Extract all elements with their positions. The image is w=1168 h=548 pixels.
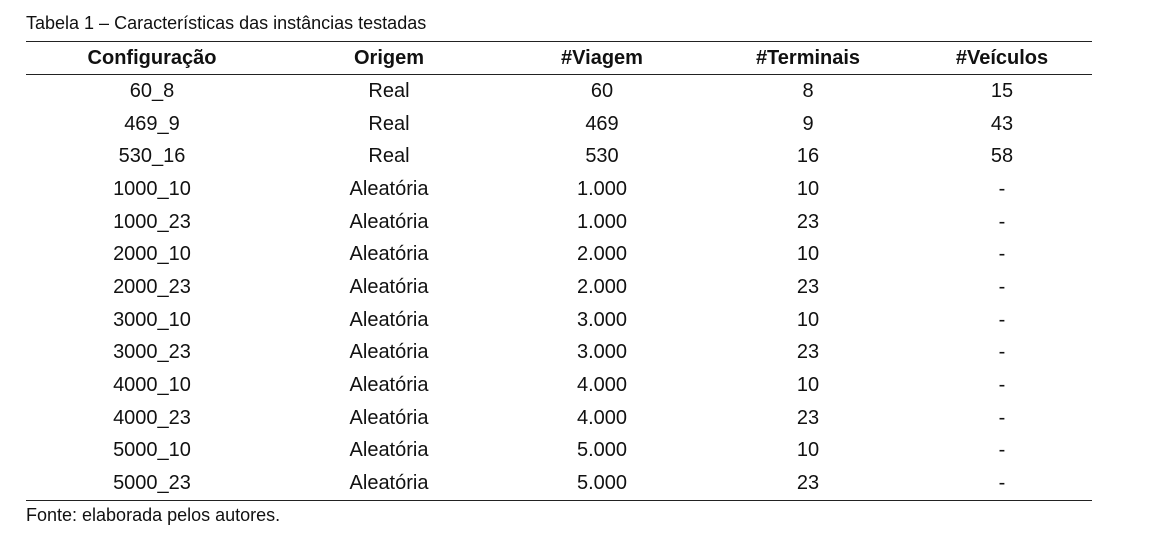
table-row [26, 337, 1092, 370]
cell-origem: Real [368, 145, 410, 168]
cell-configuracao: 60_8 [129, 79, 175, 102]
cell-configuracao: 1000_23 [113, 210, 191, 233]
cell-configuracao: 469_9 [124, 112, 180, 135]
cell-origem: Aleatória [349, 275, 429, 298]
cell-origem: Aleatória [349, 374, 429, 397]
header-terminais: #Terminais [704, 42, 912, 75]
table-footnote: Fonte: elaborada pelos autores. [26, 504, 281, 525]
table-row [26, 369, 1092, 402]
table-row [26, 467, 1092, 500]
header-configuracao: Configuração [26, 42, 278, 75]
cell-origem: Aleatória [349, 406, 429, 429]
cell-terminais: 10 [796, 177, 820, 200]
table-row [26, 140, 1092, 173]
cell-configuracao: 2000_23 [113, 275, 191, 298]
table-row [26, 402, 1092, 435]
cell-origem: Aleatória [349, 341, 429, 364]
cell-configuracao: 4000_23 [113, 406, 191, 429]
header-origem: Origem [278, 42, 500, 75]
cell-origem: Aleatória [349, 210, 429, 233]
cell-veiculos: - [998, 341, 1006, 364]
cell-viagem: 3.000 [576, 341, 628, 364]
cell-configuracao: 530_16 [118, 145, 186, 168]
cell-terminais: 16 [796, 145, 820, 168]
instances-table [26, 41, 1092, 501]
cell-viagem: 2.000 [576, 243, 628, 266]
cell-terminais: 23 [796, 472, 820, 495]
cell-terminais: 8 [802, 79, 814, 102]
cell-origem: Aleatória [349, 308, 429, 331]
table-body [26, 75, 1092, 501]
cell-configuracao: 1000_10 [113, 177, 191, 200]
table-row [26, 435, 1092, 468]
table-row [26, 108, 1092, 141]
cell-viagem: 1.000 [576, 177, 628, 200]
cell-configuracao: 3000_10 [113, 308, 191, 331]
cell-veiculos: 15 [990, 79, 1014, 102]
document-body [26, 10, 1092, 528]
cell-origem: Aleatória [349, 177, 429, 200]
table-row [26, 238, 1092, 271]
cell-viagem: 4.000 [576, 406, 628, 429]
cell-viagem: 530 [585, 145, 619, 168]
cell-origem: Aleatória [349, 472, 429, 495]
cell-configuracao: 4000_10 [113, 374, 191, 397]
cell-viagem: 3.000 [576, 308, 628, 331]
cell-origem: Aleatória [349, 243, 429, 266]
cell-viagem: 5.000 [576, 439, 628, 462]
cell-terminais: 10 [796, 308, 820, 331]
cell-veiculos: 43 [990, 112, 1014, 135]
cell-origem: Real [368, 112, 410, 135]
cell-viagem: 5.000 [576, 472, 628, 495]
cell-terminais: 23 [796, 210, 820, 233]
cell-viagem: 4.000 [576, 374, 628, 397]
cell-viagem: 469 [585, 112, 619, 135]
cell-veiculos: - [998, 210, 1006, 233]
cell-terminais: 10 [796, 439, 820, 462]
cell-origem: Aleatória [349, 439, 429, 462]
cell-terminais: 10 [796, 243, 820, 266]
cell-veiculos: - [998, 439, 1006, 462]
cell-veiculos: 58 [990, 145, 1014, 168]
cell-veiculos: - [998, 472, 1006, 495]
table-row [26, 75, 1092, 108]
cell-configuracao: 5000_10 [113, 439, 191, 462]
cell-terminais: 23 [796, 275, 820, 298]
table-header-row [26, 42, 1092, 75]
cell-terminais: 9 [802, 112, 814, 135]
cell-configuracao: 3000_23 [113, 341, 191, 364]
table-row [26, 206, 1092, 239]
cell-configuracao: 2000_10 [113, 243, 191, 266]
cell-configuracao: 5000_23 [113, 472, 191, 495]
cell-origem: Real [368, 79, 410, 102]
table-caption: Tabela 1 – Características das instâncias testadas [26, 13, 427, 33]
table-row [26, 271, 1092, 304]
header-viagem: #Viagem [500, 42, 704, 75]
cell-veiculos: - [998, 308, 1006, 331]
table-row [26, 173, 1092, 206]
cell-veiculos: - [998, 406, 1006, 429]
cell-veiculos: - [998, 243, 1006, 266]
cell-veiculos: - [998, 275, 1006, 298]
cell-veiculos: - [998, 374, 1006, 397]
cell-veiculos: - [998, 177, 1006, 200]
cell-viagem: 2.000 [576, 275, 628, 298]
cell-terminais: 23 [796, 406, 820, 429]
header-veiculos: #Veículos [912, 42, 1092, 75]
cell-viagem: 60 [590, 79, 614, 102]
cell-terminais: 23 [796, 341, 820, 364]
cell-terminais: 10 [796, 374, 820, 397]
table-row [26, 304, 1092, 337]
cell-viagem: 1.000 [576, 210, 628, 233]
